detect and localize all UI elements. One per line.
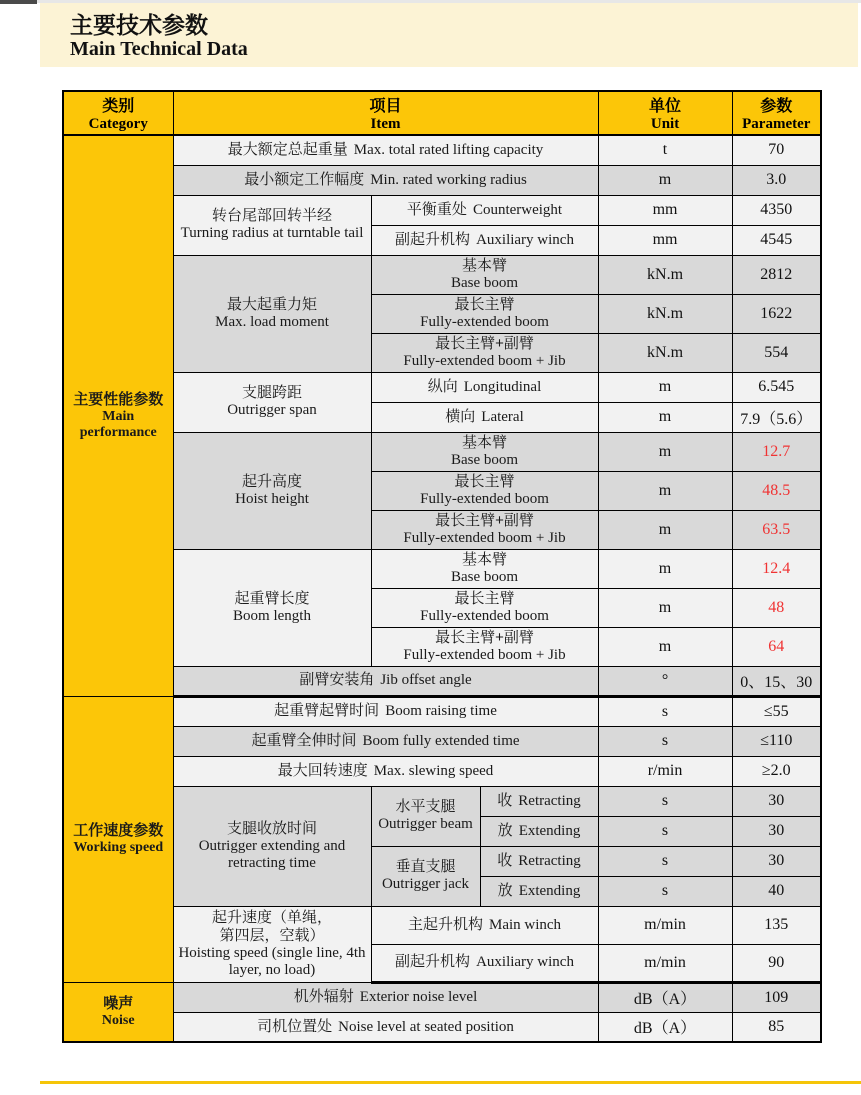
header-category-zh: 类别	[102, 98, 135, 115]
category-main-performance	[63, 135, 173, 696]
page-top-corner-mark	[0, 0, 37, 4]
cell-main-winch-unit: m/min	[598, 906, 732, 944]
table-row	[63, 982, 821, 1012]
category-zh: 工作速度参数	[73, 821, 164, 839]
cell-extend-time-value: ≤110	[732, 726, 821, 756]
cell-aux-winch-radius-unit: mm	[598, 225, 732, 255]
table-row	[63, 165, 821, 195]
label-en: Noise level at seated position	[338, 1018, 514, 1035]
cell-slew-speed-unit: r/min	[598, 756, 732, 786]
cell-aux-winch-radius-label	[371, 225, 598, 255]
category-zh: 噪声	[103, 994, 134, 1012]
label-zh: 纵向	[427, 377, 458, 395]
label-zh: 机外辐射	[293, 988, 354, 1006]
label-en: Retracting	[518, 792, 581, 809]
cell-lateral-value: 7.9（5.6）	[732, 402, 821, 432]
header-item	[173, 91, 598, 135]
cell-length-full-value: 48	[732, 588, 821, 627]
category-en: Main performance	[79, 408, 157, 440]
cell-aux-winch-label	[371, 944, 598, 982]
cell-counterweight-unit: mm	[598, 195, 732, 225]
cell-height-base-label	[371, 432, 598, 471]
label-zh: 基本臂	[462, 433, 508, 451]
table-row	[63, 195, 821, 225]
group-en: Max. load moment	[215, 313, 329, 330]
table-header-row	[63, 91, 821, 135]
group-en: Hoisting speed (single line, 4th layer, no load)	[178, 944, 366, 978]
table-row	[63, 1012, 821, 1042]
group-outrigger-span	[173, 372, 371, 432]
table-row	[63, 666, 821, 696]
label-en: Fully-extended boom + Jib	[403, 529, 566, 546]
group-boom-length	[173, 549, 371, 666]
label-zh: 收	[497, 791, 513, 809]
cell-moment-jib-unit: kN.m	[598, 333, 732, 372]
cell-length-base-value: 12.4	[732, 549, 821, 588]
label-zh: 主起升机构	[407, 915, 483, 933]
label-en: Longitudinal	[463, 378, 542, 395]
cell-beam-retract-unit: s	[598, 786, 732, 816]
group-outrigger-time	[173, 786, 371, 906]
label-zh: 司机位置处	[257, 1017, 333, 1035]
group-en: Boom length	[233, 607, 311, 624]
label-zh: 副起升机构	[395, 953, 471, 971]
table-row	[63, 906, 821, 944]
cell-moment-base-label	[371, 255, 598, 294]
cell-beam-extend-label	[480, 816, 598, 846]
label-en: Fully-extended boom + Jib	[403, 646, 566, 663]
label-en: Fully-extended boom	[420, 607, 549, 624]
cell-moment-full-label	[371, 294, 598, 333]
group-outrigger-beam	[371, 786, 480, 846]
cell-main-winch-label	[371, 906, 598, 944]
group-turning-radius	[173, 195, 371, 255]
label-en: Lateral	[481, 408, 524, 425]
table-row	[63, 372, 821, 402]
group-zh: 起升高度	[241, 472, 302, 490]
group-zh: 支腿收放时间	[226, 819, 317, 837]
group-outrigger-jack	[371, 846, 480, 906]
cell-seat-noise-unit: dB（A）	[598, 1012, 732, 1042]
label-zh: 起重臂起臂时间	[274, 702, 380, 720]
cell-exterior-noise-label	[173, 982, 598, 1012]
technical-data-table	[62, 90, 822, 1043]
label-zh: 最长主臂+副臂	[435, 511, 534, 529]
table-row	[63, 726, 821, 756]
label-zh: 放	[497, 821, 513, 839]
group-load-moment	[173, 255, 371, 372]
cell-lateral-unit: m	[598, 402, 732, 432]
group-zh: 水平支腿	[395, 798, 456, 816]
header-item-en: Item	[370, 116, 401, 132]
label-en: Fully-extended boom + Jib	[403, 352, 566, 369]
cell-lateral-label	[371, 402, 598, 432]
label-zh: 最长主臂	[454, 472, 515, 490]
cell-jack-retract-unit: s	[598, 846, 732, 876]
label-zh: 最小额定工作幅度	[244, 170, 365, 188]
cell-jib-angle-label	[173, 666, 598, 696]
cell-length-jib-value: 64	[732, 627, 821, 666]
category-noise	[63, 982, 173, 1042]
title-banner	[40, 3, 858, 67]
header-parameter-zh: 参数	[760, 98, 793, 115]
group-zh: 垂直支腿	[395, 858, 456, 876]
cell-height-jib-unit: m	[598, 510, 732, 549]
table-row	[63, 756, 821, 786]
group-zh: 起重臂长度	[234, 589, 310, 607]
group-en: Hoist height	[235, 490, 309, 507]
header-unit-en: Unit	[650, 116, 680, 132]
label-zh: 最长主臂	[454, 589, 515, 607]
header-parameter-en: Parameter	[742, 116, 811, 132]
label-zh: 放	[497, 881, 513, 899]
label-en: Max. total rated lifting capacity	[353, 142, 544, 159]
header-parameter	[732, 91, 821, 135]
cell-longitudinal-unit: m	[598, 372, 732, 402]
cell-raise-time-label	[173, 696, 598, 726]
cell-seat-noise-label	[173, 1012, 598, 1042]
label-en: Boom raising time	[385, 703, 497, 720]
cell-exterior-noise-value: 109	[732, 982, 821, 1012]
label-en: Jib offset angle	[380, 672, 472, 689]
category-en: Noise	[101, 1012, 135, 1028]
cell-length-base-label	[371, 549, 598, 588]
group-en: Outrigger span	[227, 402, 317, 419]
page-title-zh: 主要技术参数	[70, 12, 208, 38]
cell-jack-retract-label	[480, 846, 598, 876]
group-hoist-height	[173, 432, 371, 549]
label-en: Fully-extended boom	[420, 313, 549, 330]
page-bottom-rule	[40, 1081, 861, 1084]
cell-max-capacity-unit: t	[598, 135, 732, 165]
label-zh: 副起升机构	[395, 230, 471, 248]
cell-raise-time-unit: s	[598, 696, 732, 726]
label-en: Base boom	[450, 568, 519, 585]
cell-longitudinal-label	[371, 372, 598, 402]
group-en: Turning radius at turntable tail	[180, 225, 364, 242]
cell-length-full-label	[371, 588, 598, 627]
label-zh: 最大额定总起重量	[227, 141, 348, 159]
cell-beam-retract-value: 30	[732, 786, 821, 816]
cell-height-jib-label	[371, 510, 598, 549]
cell-min-radius-label	[173, 165, 598, 195]
cell-height-full-label	[371, 471, 598, 510]
table-row	[63, 786, 821, 816]
table-row	[63, 549, 821, 588]
label-en: Extending	[518, 882, 581, 899]
cell-moment-base-unit: kN.m	[598, 255, 732, 294]
table-row	[63, 432, 821, 471]
category-en: Working speed	[73, 839, 164, 855]
cell-counterweight-label	[371, 195, 598, 225]
group-zh-line2: 第四层，空载）	[219, 926, 325, 944]
cell-jack-extend-label	[480, 876, 598, 906]
cell-jib-angle-unit: °	[598, 666, 732, 696]
header-category-en: Category	[88, 116, 148, 132]
cell-moment-full-value: 1622	[732, 294, 821, 333]
label-en: Auxiliary winch	[476, 231, 574, 248]
cell-aux-winch-unit: m/min	[598, 944, 732, 982]
cell-longitudinal-value: 6.545	[732, 372, 821, 402]
group-zh: 转台尾部回转半经	[211, 207, 332, 225]
group-en: Outrigger beam	[378, 816, 473, 833]
cell-length-base-unit: m	[598, 549, 732, 588]
cell-moment-full-unit: kN.m	[598, 294, 732, 333]
cell-seat-noise-value: 85	[732, 1012, 821, 1042]
cell-jack-extend-unit: s	[598, 876, 732, 906]
label-en: Retracting	[518, 852, 581, 869]
label-zh: 最大回转速度	[277, 761, 368, 779]
label-en: Counterweight	[472, 201, 563, 218]
group-zh-line1: 起升速度（单绳，	[211, 908, 332, 926]
cell-moment-base-value: 2812	[732, 255, 821, 294]
cell-min-radius-unit: m	[598, 165, 732, 195]
page-title-en: Main Technical Data	[70, 38, 248, 61]
cell-length-full-unit: m	[598, 588, 732, 627]
label-en: Exterior noise level	[359, 989, 478, 1006]
label-en: Boom fully extended time	[362, 732, 520, 749]
cell-exterior-noise-unit: dB（A）	[598, 982, 732, 1012]
label-zh: 基本臂	[462, 550, 508, 568]
cell-height-jib-value: 63.5	[732, 510, 821, 549]
cell-jack-retract-value: 30	[732, 846, 821, 876]
label-en: Fully-extended boom	[420, 490, 549, 507]
cell-beam-extend-value: 30	[732, 816, 821, 846]
group-hoisting-speed	[173, 906, 371, 982]
label-zh: 横向	[445, 407, 476, 425]
cell-extend-time-unit: s	[598, 726, 732, 756]
cell-max-capacity-label	[173, 135, 598, 165]
cell-jack-extend-value: 40	[732, 876, 821, 906]
cell-moment-jib-value: 554	[732, 333, 821, 372]
label-zh: 基本臂	[462, 256, 508, 274]
cell-main-winch-value: 135	[732, 906, 821, 944]
cell-extend-time-label	[173, 726, 598, 756]
cell-min-radius-value: 3.0	[732, 165, 821, 195]
label-en: Main winch	[488, 916, 562, 933]
label-en: Base boom	[450, 274, 519, 291]
header-item-zh: 项目	[369, 98, 402, 115]
cell-raise-time-value: ≤55	[732, 696, 821, 726]
group-zh: 支腿跨距	[241, 384, 302, 402]
category-working-speed	[63, 696, 173, 982]
label-en: Base boom	[450, 451, 519, 468]
cell-height-base-unit: m	[598, 432, 732, 471]
label-zh: 最长主臂+副臂	[435, 334, 534, 352]
label-zh: 最长主臂+副臂	[435, 628, 534, 646]
group-en: Outrigger extending and retracting time	[198, 837, 346, 871]
table-row	[63, 696, 821, 726]
label-en: Min. rated working radius	[370, 171, 527, 188]
table-row	[63, 135, 821, 165]
label-zh: 起重臂全伸时间	[251, 731, 357, 749]
cell-height-base-value: 12.7	[732, 432, 821, 471]
cell-max-capacity-value: 70	[732, 135, 821, 165]
cell-jib-angle-value: 0、15、30	[732, 666, 821, 696]
group-zh: 最大起重力矩	[226, 295, 317, 313]
header-unit-zh: 单位	[649, 98, 682, 115]
cell-height-full-value: 48.5	[732, 471, 821, 510]
cell-counterweight-value: 4350	[732, 195, 821, 225]
cell-slew-speed-value: ≥2.0	[732, 756, 821, 786]
cell-slew-speed-label	[173, 756, 598, 786]
cell-length-jib-label	[371, 627, 598, 666]
cell-aux-winch-value: 90	[732, 944, 821, 982]
label-zh: 副臂安装角	[299, 671, 375, 689]
label-zh: 最长主臂	[454, 295, 515, 313]
cell-moment-jib-label	[371, 333, 598, 372]
label-en: Auxiliary winch	[476, 954, 574, 971]
table-row	[63, 255, 821, 294]
label-en: Extending	[518, 822, 581, 839]
cell-aux-winch-radius-value: 4545	[732, 225, 821, 255]
cell-height-full-unit: m	[598, 471, 732, 510]
cell-beam-extend-unit: s	[598, 816, 732, 846]
group-en: Outrigger jack	[381, 876, 470, 893]
label-zh: 平衡重处	[406, 200, 467, 218]
cell-length-jib-unit: m	[598, 627, 732, 666]
header-category	[63, 91, 173, 135]
category-zh: 主要性能参数	[73, 390, 164, 408]
header-unit	[598, 91, 732, 135]
cell-beam-retract-label	[480, 786, 598, 816]
label-zh: 收	[497, 851, 513, 869]
label-en: Max. slewing speed	[373, 762, 494, 779]
